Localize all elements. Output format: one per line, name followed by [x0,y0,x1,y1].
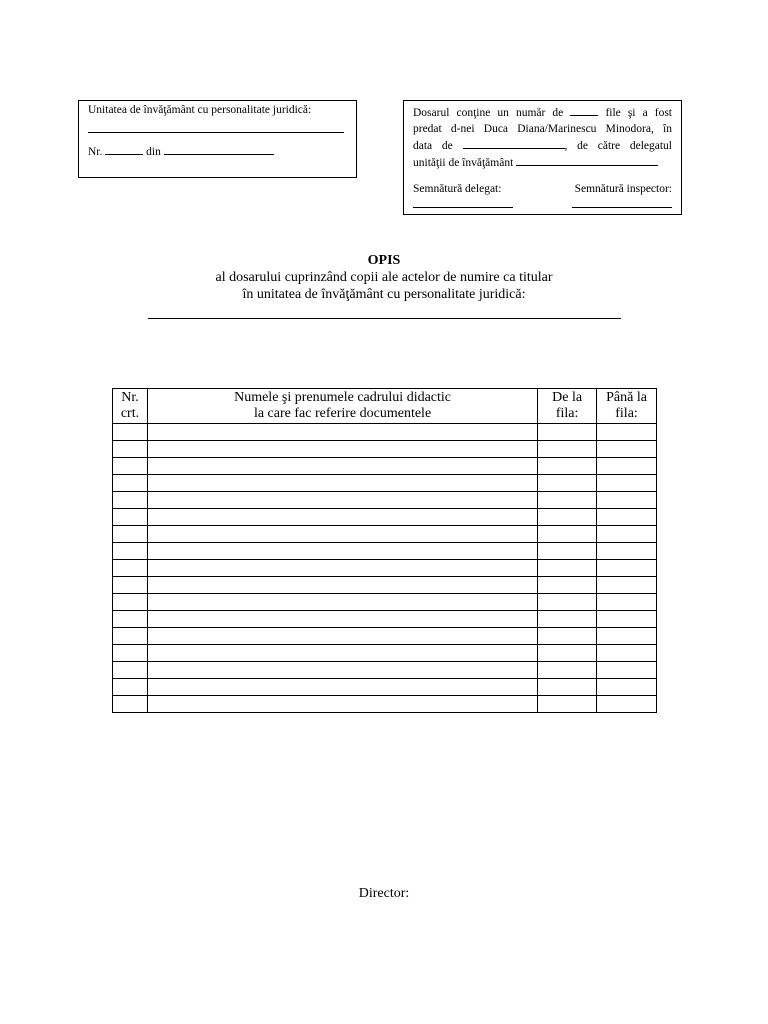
signature-row [413,181,672,208]
cell-from-page[interactable] [538,492,597,509]
cell-to-page[interactable] [597,560,657,577]
cell-from-page[interactable] [538,543,597,560]
cell-teacher-name[interactable] [147,543,537,560]
cell-teacher-name[interactable] [147,696,537,713]
cell-nr[interactable] [113,475,148,492]
cell-from-page[interactable] [538,645,597,662]
cell-from-page[interactable] [538,577,597,594]
inspector-signature-label: Semnătură inspector: [574,183,672,195]
cell-to-page[interactable] [597,526,657,543]
cell-to-page[interactable] [597,458,657,475]
nr-field[interactable] [105,143,143,155]
table-row [113,492,657,509]
cell-to-page[interactable] [597,662,657,679]
cell-teacher-name[interactable] [147,662,537,679]
cell-from-page[interactable] [538,458,597,475]
cell-to-page[interactable] [597,509,657,526]
table-row [113,628,657,645]
cell-teacher-name[interactable] [147,424,537,441]
table-header-row [113,389,657,424]
nr-label: Nr. [88,146,103,158]
header-from-page: De la fila: [538,389,597,424]
cell-nr[interactable] [113,424,148,441]
cell-from-page[interactable] [538,441,597,458]
header-to-page: Până la fila: [597,389,657,424]
delegate-unit-field[interactable] [516,154,658,166]
cell-from-page[interactable] [538,509,597,526]
cell-teacher-name[interactable] [147,594,537,611]
table-row [113,543,657,560]
table-row [113,441,657,458]
cell-teacher-name[interactable] [147,645,537,662]
delegate-signature [413,181,533,208]
school-unit-name-field[interactable] [88,132,344,133]
table-row [113,475,657,492]
handover-line-3 [413,137,672,154]
cell-teacher-name[interactable] [147,441,537,458]
page-subtitle-2: în unitatea de învăţământ cu personalitate juridică: [242,287,526,302]
cell-to-page[interactable] [597,645,657,662]
cell-nr[interactable] [113,662,148,679]
cell-nr[interactable] [113,628,148,645]
table-row [113,560,657,577]
school-unit-box [78,100,357,178]
cell-teacher-name[interactable] [147,475,537,492]
handover-line-1 [413,104,672,121]
handover-text-file-count: Dosarul conţine un număr de [413,107,564,119]
inspector-signature-field[interactable] [572,207,672,208]
cell-teacher-name[interactable] [147,492,537,509]
cell-teacher-name[interactable] [147,577,537,594]
cell-to-page[interactable] [597,543,657,560]
cell-from-page[interactable] [538,594,597,611]
cell-nr[interactable] [113,458,148,475]
table-row [113,679,657,696]
school-unit-label: Unitatea de învăţământ cu personalitate juridică: [88,104,312,116]
header-nr-crt: Nr. crt. [113,389,148,424]
cell-from-page[interactable] [538,611,597,628]
cell-nr[interactable] [113,492,148,509]
cell-from-page[interactable] [538,662,597,679]
cell-to-page[interactable] [597,679,657,696]
cell-from-page[interactable] [538,475,597,492]
table-row [113,526,657,543]
director-signature-label: Director: [358,886,410,901]
cell-nr[interactable] [113,543,148,560]
cell-from-page[interactable] [538,696,597,713]
handover-text-file-suffix: file şi a fost [605,107,672,119]
din-label: din [146,146,161,158]
cell-to-page[interactable] [597,628,657,645]
delegate-signature-label: Semnătură delegat: [413,183,502,195]
school-name-field[interactable] [148,318,621,319]
cell-teacher-name[interactable] [147,526,537,543]
cell-teacher-name[interactable] [147,509,537,526]
cell-from-page[interactable] [538,560,597,577]
cell-teacher-name[interactable] [147,679,537,696]
table-body [113,424,657,713]
file-count-field[interactable] [570,104,598,116]
cell-to-page[interactable] [597,441,657,458]
cell-to-page[interactable] [597,475,657,492]
cell-nr[interactable] [113,594,148,611]
cell-nr[interactable] [113,526,148,543]
cell-nr[interactable] [113,509,148,526]
cell-nr[interactable] [113,696,148,713]
table-row [113,696,657,713]
cell-nr[interactable] [113,577,148,594]
handover-date-field[interactable] [463,137,565,149]
handover-text-delegate: , de către delegatul [564,140,673,152]
handover-text-date: data de [413,140,453,152]
table-row [113,458,657,475]
cell-nr[interactable] [113,441,148,458]
delegate-signature-field[interactable] [413,207,513,208]
file-handover-box [403,100,682,215]
page-subtitle-1: al dosarului cuprinzând copii ale actelor de numire ca titular [215,270,553,285]
cell-from-page[interactable] [538,679,597,696]
cell-to-page[interactable] [597,424,657,441]
handover-text-unit: unităţii de învăţământ [413,157,514,169]
cell-to-page[interactable] [597,594,657,611]
cell-nr[interactable] [113,679,148,696]
header-teacher-name: Numele şi prenumele cadrului didactic la care fac referire documentele [147,389,537,424]
cell-to-page[interactable] [597,492,657,509]
cell-nr[interactable] [113,611,148,628]
cell-teacher-name[interactable] [147,458,537,475]
handover-line-2: predat d-nei Duca Diana/Marinescu Minodora, în [413,123,672,135]
cell-nr[interactable] [113,645,148,662]
cell-to-page[interactable] [597,611,657,628]
cell-teacher-name[interactable] [147,611,537,628]
cell-from-page[interactable] [538,628,597,645]
inspector-signature [562,181,672,208]
table-row [113,509,657,526]
handover-line-4 [413,154,672,171]
title-block [0,252,768,303]
date-field[interactable] [164,143,274,155]
table-row [113,645,657,662]
cell-from-page[interactable] [538,526,597,543]
table-row [113,611,657,628]
cell-to-page[interactable] [597,696,657,713]
page-title: OPIS [367,253,401,268]
cell-to-page[interactable] [597,577,657,594]
opis-table [112,388,657,713]
table-row [113,594,657,611]
cell-nr[interactable] [113,560,148,577]
cell-from-page[interactable] [538,424,597,441]
cell-teacher-name[interactable] [147,628,537,645]
table-row [113,662,657,679]
table-row [113,577,657,594]
table-row [113,424,657,441]
cell-teacher-name[interactable] [147,560,537,577]
